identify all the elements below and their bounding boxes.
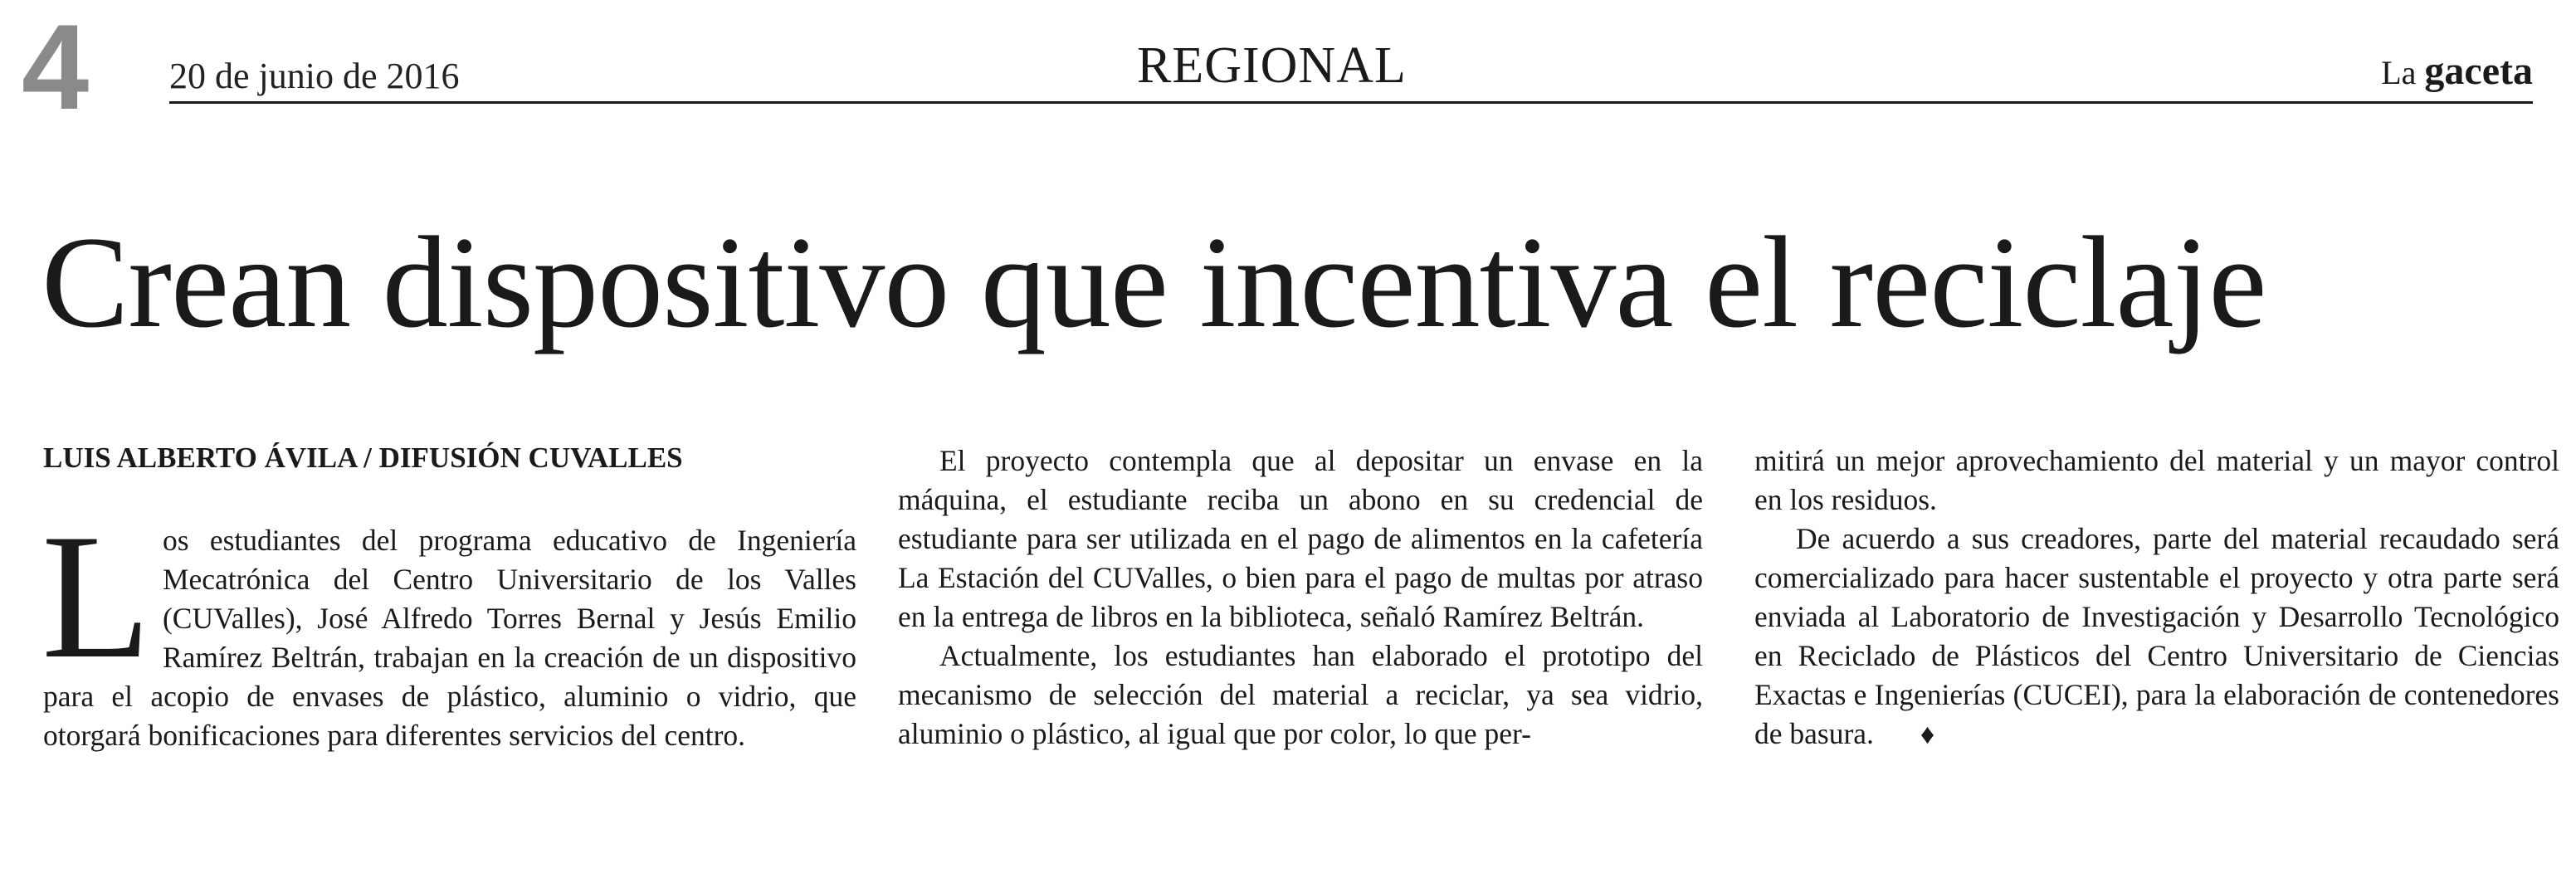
article-paragraph-2: El proyecto contempla que al depositar un envase en la máquina, el estudiante reciba un abono en su credencial de estudiante para ser utilizada en el pago de alimentos en la cafetería La Estación del CUValles, o bien para el pago de multas por atraso en la entrega de libros en la biblioteca, señaló Ramírez Beltrán.	[898, 444, 1703, 633]
header-rule	[169, 101, 2533, 104]
masthead-logo	[2381, 51, 2533, 91]
issue-date: 20 de junio de 2016	[169, 56, 460, 96]
article-paragraph-4	[1754, 520, 2559, 754]
masthead-prefix: La	[2381, 54, 2417, 91]
drop-cap: L	[41, 497, 151, 695]
article-paragraph-3-continued: mitirá un mejor aprovechamiento del material y un mayor control en los residuos.	[1754, 444, 2559, 516]
article-paragraph-3: Actualmente, los estudiantes han elaborado el prototipo del mecanismo de selección del material a reciclar, ya sea vidrio, aluminio o plástico, al igual que por color, lo que per-	[898, 639, 1703, 750]
page-number: 4	[22, 0, 90, 134]
article-byline: LUIS ALBERTO ÁVILA / DIFUSIÓN CUVALLES	[43, 442, 683, 474]
article-column-1	[41, 497, 856, 755]
article-paragraph-1	[41, 497, 856, 755]
masthead-brand: gaceta	[2424, 49, 2533, 93]
article-column-3	[1754, 442, 2559, 754]
end-mark-icon: ♦	[1920, 720, 1935, 750]
article-column-2	[898, 442, 1703, 754]
paragraph-4-text: De acuerdo a sus creadores, parte del material recaudado será comercializado para hacer sustentable el proyecto y otra parte será enviada al Laboratorio de Investigación y Desarrollo Tecnológico en Reciclado de Plásticos del Centro Universitario de Ciencias Exactas e Ingenierías (CUCEI), para la elaboración de contenedores de basura.	[1754, 522, 2559, 750]
article-headline: Crean dispositivo que incentiva el reciclaje	[41, 210, 2266, 355]
section-title: REGIONAL	[1137, 37, 1407, 94]
paragraph-1-text: os estudiantes del programa educativo de Ingeniería Mecatrónica del Centro Universitario de los Valles (CUValles), José Alfredo Torres Bernal y Jesús Emilio Ramírez Beltrán, trabajan en la creación de un dispositivo para el acopio de envases de plástico, aluminio o vidrio, que otorgará bonificaciones para diferentes servicios del centro.	[43, 524, 856, 752]
